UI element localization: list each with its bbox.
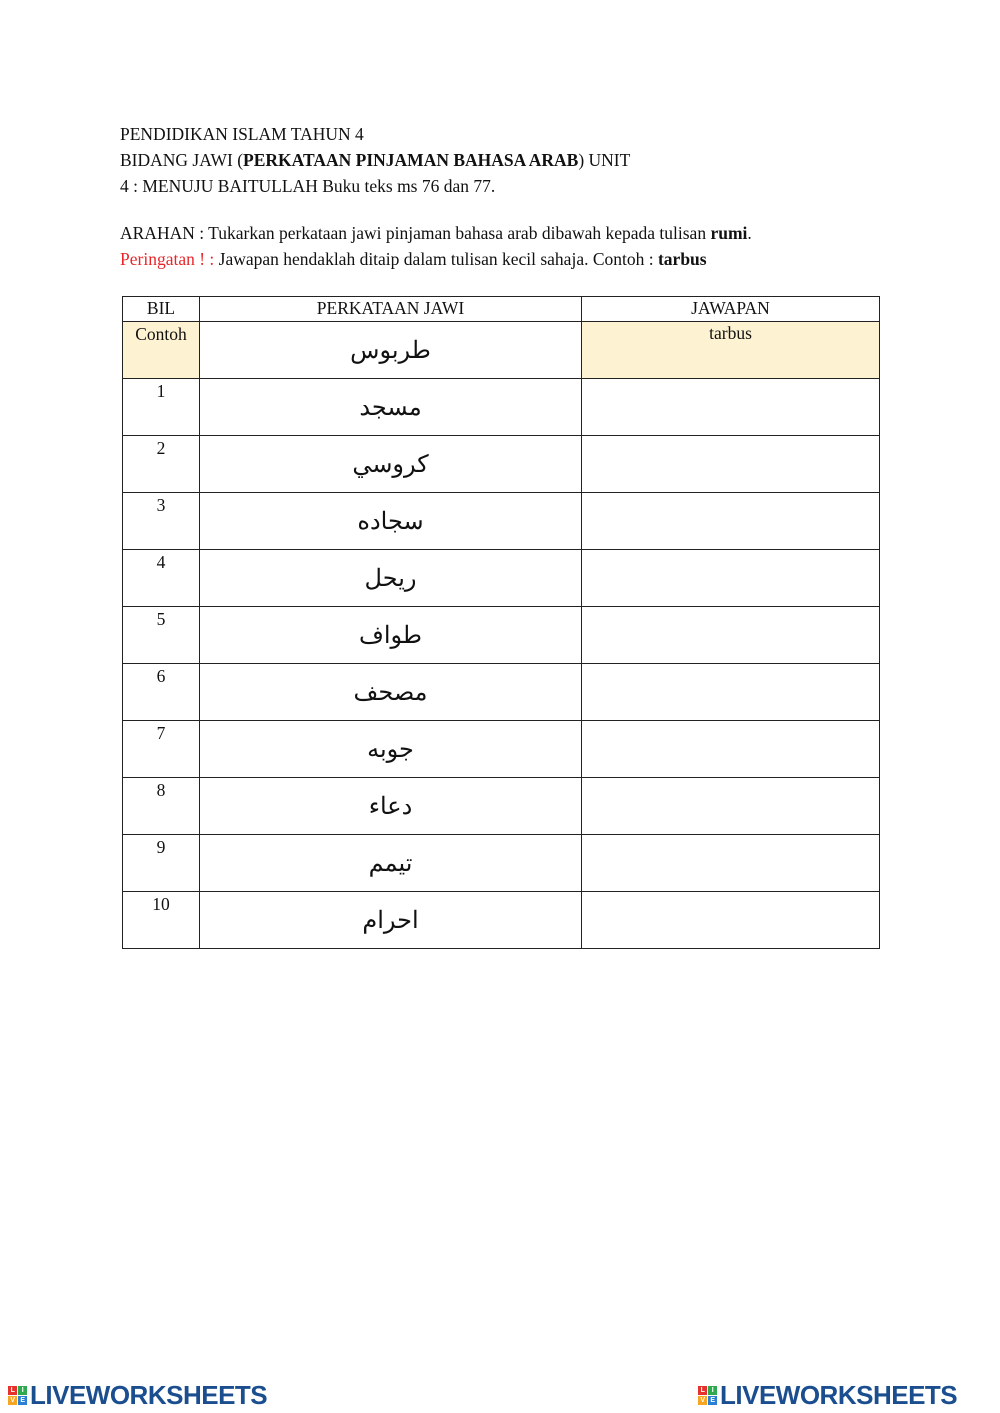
row-number: 2 (123, 436, 200, 493)
header-topic-bold: PERKATAAN PINJAMAN BAHASA ARAB (243, 150, 579, 170)
row-number: 3 (123, 493, 200, 550)
table-row (123, 892, 880, 949)
table-row (123, 493, 880, 550)
answer-cell[interactable] (582, 835, 880, 892)
answer-cell[interactable] (582, 436, 880, 493)
jawi-word: كروسي (200, 436, 582, 493)
logo-text: LIVEWORKSHEETS (720, 1379, 958, 1410)
liveworksheets-logo-right[interactable] (698, 1380, 957, 1410)
jawi-word: طواف (200, 607, 582, 664)
arahan-line: ARAHAN : Tukarkan perkataan jawi pinjaman bahasa arab dibawah kepada tulisan rumi. (120, 223, 752, 243)
peringatan-line: Peringatan ! : Jawapan hendaklah ditaip dalam tulisan kecil sahaja. Contoh : tarbus (120, 249, 707, 269)
row-number: 1 (123, 379, 200, 436)
row-number: 5 (123, 607, 200, 664)
answer-input[interactable] (582, 721, 879, 775)
peringatan-label: Peringatan ! : (120, 249, 215, 269)
jawi-word: سجاده (200, 493, 582, 550)
answer-cell[interactable] (582, 607, 880, 664)
table-row (123, 778, 880, 835)
header-jawapan: JAWAPAN (582, 297, 880, 322)
jawi-word: مصحف (200, 664, 582, 721)
answer-input[interactable] (582, 550, 879, 604)
row-number: 7 (123, 721, 200, 778)
answer-cell[interactable] (582, 778, 880, 835)
answer-input[interactable] (582, 607, 879, 661)
table-row (123, 436, 880, 493)
answer-input[interactable] (582, 835, 879, 889)
answer-input[interactable] (582, 436, 879, 490)
instructions (120, 220, 752, 272)
row-number: 8 (123, 778, 200, 835)
answer-cell[interactable] (582, 550, 880, 607)
answer-cell[interactable] (582, 892, 880, 949)
answer-cell[interactable] (582, 721, 880, 778)
answer-cell[interactable] (582, 493, 880, 550)
liveworksheets-icon: L I V E (8, 1386, 27, 1405)
jawi-word: دعاء (200, 778, 582, 835)
jawi-word: ريحل (200, 550, 582, 607)
header-subject: PENDIDIKAN ISLAM TAHUN 4 (120, 124, 364, 144)
header-topic: BIDANG JAWI (PERKATAAN PINJAMAN BAHASA ARAB) UNIT (120, 150, 631, 170)
answer-input[interactable] (582, 778, 879, 832)
row-number: 9 (123, 835, 200, 892)
answer-cell[interactable] (582, 379, 880, 436)
example-bil: Contoh (123, 322, 200, 379)
header-jawi: PERKATAAN JAWI (200, 297, 582, 322)
liveworksheets-icon: L I V E (698, 1386, 717, 1405)
answer-input[interactable] (582, 379, 879, 433)
jawi-word: تيمم (200, 835, 582, 892)
example-row (123, 322, 880, 379)
header-unit: 4 : MENUJU BAITULLAH Buku teks ms 76 dan 77. (120, 176, 496, 196)
table-row (123, 835, 880, 892)
logo-text: LIVEWORKSHEETS (30, 1379, 268, 1410)
document-header (120, 121, 630, 199)
jawi-word: مسجد (200, 379, 582, 436)
worksheet-table (122, 296, 880, 949)
table-row (123, 721, 880, 778)
jawi-word: جوبه (200, 721, 582, 778)
table-row (123, 550, 880, 607)
row-number: 4 (123, 550, 200, 607)
table-row (123, 379, 880, 436)
peringatan-example: tarbus (657, 249, 707, 269)
header-bil: BIL (123, 297, 200, 322)
arahan-bold: rumi (710, 223, 748, 243)
table-header-row (123, 297, 880, 322)
answer-input[interactable] (582, 892, 879, 946)
answer-input[interactable] (582, 664, 879, 718)
row-number: 10 (123, 892, 200, 949)
answer-input[interactable] (582, 493, 879, 547)
liveworksheets-logo-left[interactable] (8, 1380, 267, 1410)
example-jawi-word: طربوس (200, 322, 582, 379)
table-row (123, 607, 880, 664)
example-answer: tarbus (582, 322, 880, 379)
jawi-word: احرام (200, 892, 582, 949)
row-number: 6 (123, 664, 200, 721)
table-row (123, 664, 880, 721)
answer-cell[interactable] (582, 664, 880, 721)
